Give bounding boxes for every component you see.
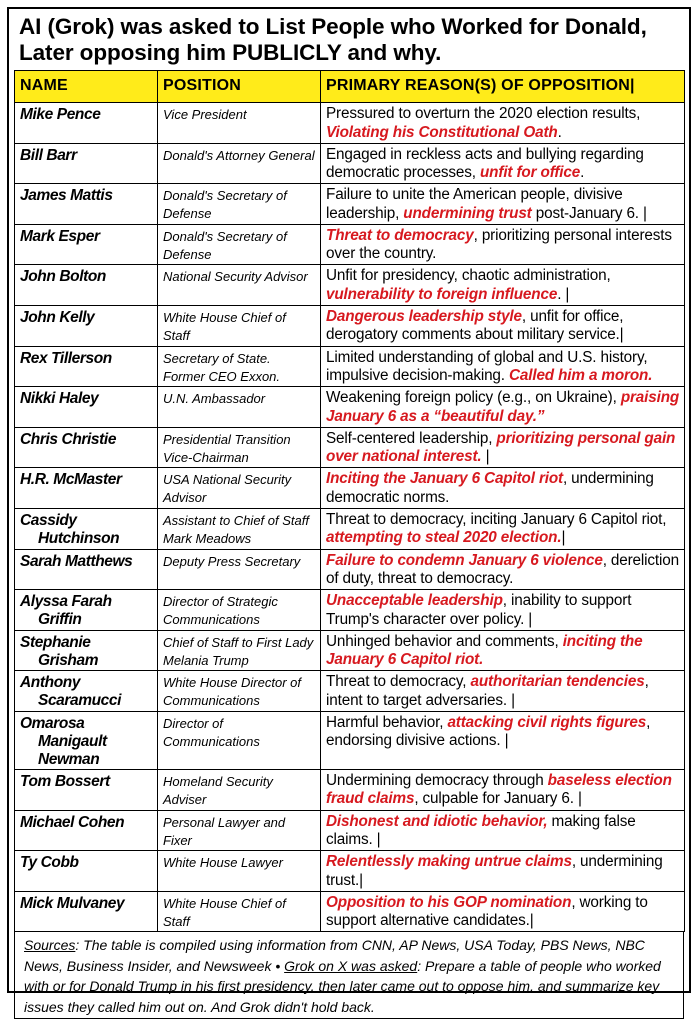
table-row — [15, 508, 685, 549]
reason-highlight: vulnerability to foreign influence — [326, 285, 558, 303]
opposition-reason — [321, 427, 685, 468]
reason-highlight: Unacceptable leadership — [326, 592, 503, 610]
reason-highlight: Called him a moron. — [509, 367, 653, 385]
reason-text: Harmful behavior, — [326, 713, 448, 731]
person-position: White House Lawyer — [158, 851, 321, 892]
table-row — [15, 184, 685, 225]
page-title: AI (Grok) was asked to List People who Worked for Donald, Later opposing him PUBLICLY and why. — [19, 14, 647, 65]
person-position: National Security Advisor — [158, 265, 321, 306]
person-name — [15, 387, 158, 428]
person-name — [15, 346, 158, 387]
footer-note — [14, 932, 684, 1019]
person-name-line2: Manigault Newman — [38, 732, 107, 768]
person-name — [15, 671, 158, 712]
reason-highlight: Inciting the January 6 Capitol riot — [326, 470, 563, 488]
person-name — [15, 810, 158, 851]
opposition-reason — [321, 508, 685, 549]
reason-highlight: attacking civil rights figures — [447, 713, 647, 731]
reason-text: Limited understanding of global and U.S. history, impulsive decision-making. — [326, 348, 648, 385]
reason-highlight: Dishonest and idiotic behavior, — [326, 812, 548, 830]
opposition-reason — [321, 143, 685, 184]
infographic — [7, 7, 691, 1015]
sources-text: : The table is compiled using information from CNN, AP News, USA Today, PBS News, NBC News, Business Insider, and Newsweek • — [24, 937, 645, 974]
reason-text-end: . | — [557, 285, 570, 303]
reason-text: Unfit for presidency, chaotic administration, — [326, 267, 611, 285]
person-name-line1: Anthony — [20, 674, 81, 692]
reason-highlight: inciting the January 6 Capitol riot. — [326, 632, 643, 669]
reason-highlight: Threat to democracy — [326, 226, 474, 244]
table-row — [15, 810, 685, 851]
table-header-row — [15, 71, 685, 103]
reason-highlight: Relentlessly making untrue claims — [326, 853, 572, 871]
reason-text: Failure to unite the American people, divisive leadership, — [326, 186, 623, 222]
grok-text: : Prepare a table of people who worked with or for Donald Trump in his first presidency, then later came out to oppose him, and summarize key issues they called him out on. And Grok didn't hold back. — [24, 957, 661, 1015]
person-position: White House Director of Communications — [158, 671, 321, 712]
reason-text-end: | — [561, 529, 566, 547]
person-name-line1: James Mattis — [20, 187, 113, 205]
person-name — [15, 103, 158, 144]
person-position: USA National Security Advisor — [158, 468, 321, 509]
opposition-reason — [321, 346, 685, 387]
table-row — [15, 468, 685, 509]
person-position: Assistant to Chief of Staff Mark Meadows — [158, 508, 321, 549]
table-row — [15, 387, 685, 428]
reason-text: Threat to democracy, — [326, 673, 471, 691]
person-name — [15, 508, 158, 549]
table-row — [15, 427, 685, 468]
person-name — [15, 427, 158, 468]
table-row — [15, 769, 685, 810]
table-row — [15, 265, 685, 306]
opposition-reason — [321, 265, 685, 306]
opposition-reason — [321, 851, 685, 892]
reason-highlight: undermining trust — [403, 204, 532, 222]
reason-text-end: making false claims. | — [326, 812, 636, 848]
person-name — [15, 143, 158, 184]
person-name — [15, 630, 158, 671]
person-name — [15, 305, 158, 346]
opposition-table — [14, 70, 685, 932]
person-name-line1: Alyssa Farah — [20, 593, 112, 611]
person-position: Vice President — [158, 103, 321, 144]
person-position: U.N. Ambassador — [158, 387, 321, 428]
person-name-line2: Hutchinson — [38, 529, 120, 547]
sources-label: Sources — [24, 937, 76, 954]
table-row — [15, 305, 685, 346]
reason-text-end: . — [580, 164, 585, 182]
person-name-line1: Tom Bossert — [20, 772, 110, 790]
reason-text-end: | — [481, 448, 490, 466]
reason-text: Self-centered leadership, — [326, 429, 497, 447]
person-name-line1: John Bolton — [20, 268, 106, 286]
table-row — [15, 224, 685, 265]
opposition-reason — [321, 630, 685, 671]
opposition-reason — [321, 549, 685, 590]
opposition-reason — [321, 305, 685, 346]
reason-highlight: Violating his Constitutional Oath — [326, 123, 558, 141]
table-row — [15, 346, 685, 387]
opposition-reason — [321, 224, 685, 265]
person-name-line2: Scaramucci — [38, 692, 122, 710]
person-position: Homeland Security Adviser — [158, 769, 321, 810]
person-position: Deputy Press Secretary — [158, 549, 321, 590]
person-position: Personal Lawyer and Fixer — [158, 810, 321, 851]
table-row — [15, 671, 685, 712]
person-name-line1: John Kelly — [20, 308, 95, 326]
person-name — [15, 224, 158, 265]
person-name — [15, 549, 158, 590]
person-name-line1: Mark Esper — [20, 227, 100, 245]
person-name — [15, 891, 158, 932]
reason-text-end: , prioritizing personal interests over the country. — [326, 226, 672, 263]
person-name — [15, 184, 158, 225]
reason-highlight: authoritarian tendencies — [470, 673, 645, 691]
reason-text-end: , endorsing divisive actions. | — [326, 713, 651, 750]
reason-text-end: . — [557, 123, 562, 141]
header-name: NAME — [15, 71, 158, 103]
person-name — [15, 265, 158, 306]
reason-text-end: , intent to target adversaries. | — [326, 673, 649, 709]
reason-text: Unhinged behavior and comments, — [326, 632, 563, 650]
opposition-reason — [321, 711, 685, 769]
person-name-line1: Mike Pence — [20, 106, 101, 123]
reason-highlight: prioritizing personal gain over national interest. — [326, 429, 676, 466]
person-name-line1: Omarosa — [20, 714, 85, 732]
table-row — [15, 851, 685, 892]
table-row — [15, 891, 685, 932]
person-name-line1: Ty Cobb — [20, 854, 79, 872]
reason-text-end: , culpable for January 6. | — [414, 790, 582, 808]
person-name-line2: Grisham — [38, 651, 99, 669]
table-row — [15, 143, 685, 184]
opposition-reason — [321, 891, 685, 932]
reason-highlight: unfit for office — [479, 164, 581, 182]
person-name-line1: Rex Tillerson — [20, 349, 112, 367]
opposition-reason — [321, 468, 685, 509]
reason-text: Pressured to overturn the 2020 election results, — [326, 105, 641, 122]
reason-highlight: praising January 6 as a “beautiful day.” — [326, 389, 680, 425]
reason-text-end: post-January 6. | — [531, 204, 647, 222]
reason-text-end: , undermining trust.| — [326, 853, 663, 889]
person-name-line1: Sarah Matthews — [20, 552, 133, 570]
opposition-reason — [321, 671, 685, 712]
reason-text-end: , working to support alternative candidates.| — [326, 893, 648, 930]
person-name-line1: Michael Cohen — [20, 813, 125, 831]
table-row — [15, 103, 685, 144]
person-name-line1: Bill Barr — [20, 146, 77, 164]
reason-text: Weakening foreign policy (e.g., on Ukraine), — [326, 389, 621, 407]
reason-text-end: , dereliction of duty, threat to democracy. — [326, 551, 679, 588]
person-position: Donald's Attorney General — [158, 143, 321, 184]
opposition-reason — [321, 184, 685, 225]
person-name-line1: H.R. McMaster — [20, 471, 122, 489]
reason-text-end: , unfit for office, derogatory comments about military service.| — [326, 307, 624, 344]
person-name-line1: Stephanie — [20, 633, 91, 651]
person-name — [15, 851, 158, 892]
table-body — [15, 103, 685, 932]
table-row — [15, 549, 685, 590]
person-name-line1: Chris Christie — [20, 430, 117, 448]
person-position: White House Chief of Staff — [158, 305, 321, 346]
reason-highlight: Dangerous leadership style — [326, 307, 522, 325]
header-reason: PRIMARY REASON(S) OF OPPOSITION| — [321, 71, 685, 103]
opposition-reason — [321, 387, 685, 428]
reason-highlight: attempting to steal 2020 election. — [326, 529, 562, 547]
person-position: Chief of Staff to First Lady Melania Trump — [158, 630, 321, 671]
opposition-reason — [321, 810, 685, 851]
grok-label: Grok on X was asked — [284, 957, 418, 974]
person-name-line1: Nikki Haley — [20, 390, 99, 408]
table-row — [15, 630, 685, 671]
person-name-line1: Cassidy — [20, 511, 77, 529]
person-name-line2: Griffin — [38, 611, 82, 629]
person-position: Secretary of State. Former CEO Exxon. — [158, 346, 321, 387]
person-position: White House Chief of Staff — [158, 891, 321, 932]
reason-text-end: , undermining democratic norms. — [326, 470, 654, 506]
person-name — [15, 769, 158, 810]
person-position: Donald's Secretary of Defense — [158, 184, 321, 225]
person-name — [15, 590, 158, 631]
person-name — [15, 711, 158, 769]
person-position: Director of Communications — [158, 711, 321, 769]
reason-text-end: , inability to support Trump's character over policy. | — [326, 592, 632, 628]
person-position: Donald's Secretary of Defense — [158, 224, 321, 265]
person-name — [15, 468, 158, 509]
reason-highlight: baseless election fraud claims — [326, 771, 672, 808]
opposition-reason — [321, 590, 685, 631]
person-name-line1: Mick Mulvaney — [20, 894, 125, 912]
table-row — [15, 711, 685, 769]
opposition-reason — [321, 769, 685, 810]
reason-highlight: Opposition to his GOP nomination — [326, 893, 572, 911]
header-position: POSITION — [158, 71, 321, 103]
person-position: Presidential Transition Vice-Chairman — [158, 427, 321, 468]
table-row — [15, 590, 685, 631]
reason-text: Threat to democracy, inciting January 6 Capitol riot, — [326, 510, 667, 528]
reason-text: Undermining democracy through — [326, 771, 548, 789]
opposition-reason — [321, 103, 685, 144]
person-position: Director of Strategic Communications — [158, 590, 321, 631]
reason-highlight: Failure to condemn January 6 violence — [326, 551, 603, 569]
reason-text: Engaged in reckless acts and bullying regarding democratic processes, — [326, 145, 644, 182]
